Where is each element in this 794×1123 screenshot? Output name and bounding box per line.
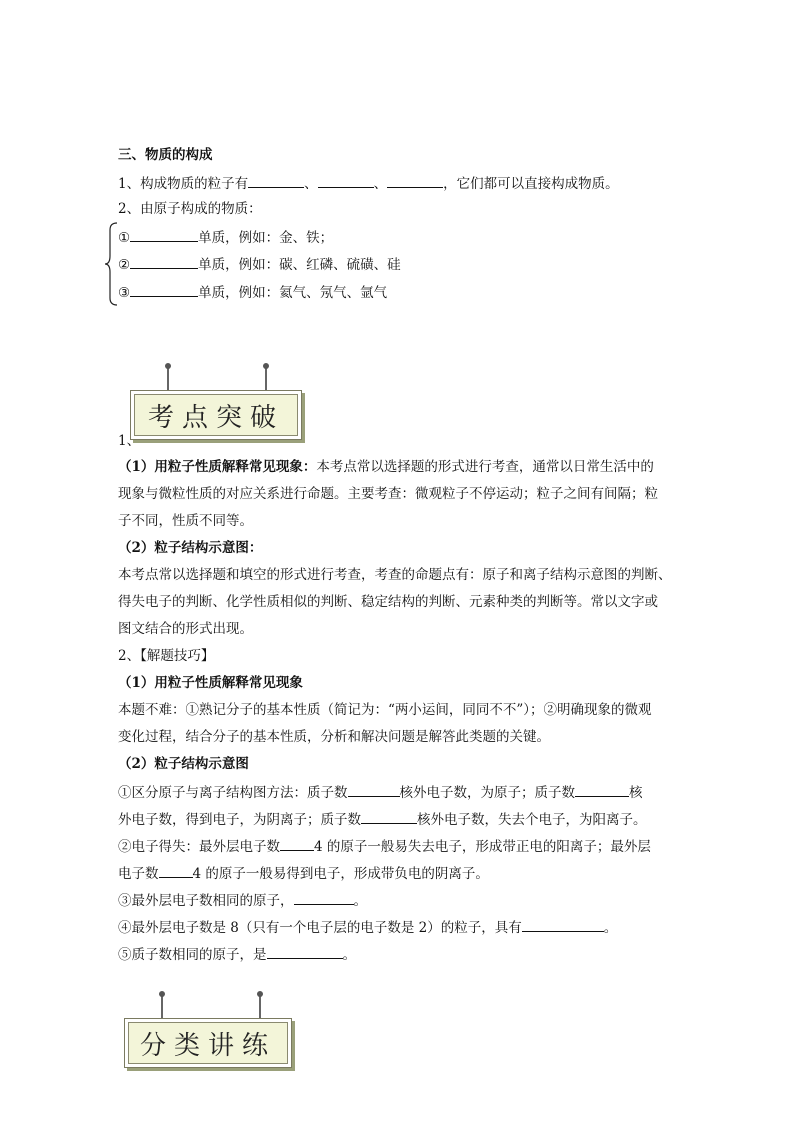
- answer-blank[interactable]: [130, 254, 198, 269]
- kaodian-p2-line3: 图文结合的形式出现。: [118, 621, 253, 637]
- rule-2: [118, 836, 651, 856]
- paragraph-heading: （1）用粒子性质解释常见现象：: [118, 459, 317, 475]
- item-text: 单质，例如：碳、红磷、硫磺、硅: [198, 257, 401, 273]
- rule-text: 核外电子数，为原子；质子数: [399, 785, 575, 801]
- answer-blank[interactable]: [130, 282, 198, 297]
- item-number: ②: [118, 257, 131, 273]
- kaodian-p1-line3: 子不同，性质不同等。: [118, 513, 253, 529]
- kaodian-p2-line1: 本考点常以选择题和填空的形式进行考查，考查的命题点有：原子和离子结构示意图的判断、: [118, 567, 672, 583]
- jieti-s1-heading: （1）用粒子性质解释常见现象: [118, 675, 303, 691]
- answer-blank[interactable]: [361, 809, 417, 824]
- item-number: ③: [118, 285, 131, 301]
- rule-text: 。: [353, 893, 367, 909]
- rule-1-cont: [118, 809, 647, 829]
- jieti-s2-heading: （2）粒子结构示意图: [118, 756, 249, 772]
- kaodian-number: 1、: [118, 433, 141, 449]
- rule-text: ②电子得失：最外层电子数: [118, 839, 280, 855]
- nail-icon: [257, 991, 263, 997]
- rule-text: 核外电子数，失去个电子，为阳离子。: [417, 812, 647, 828]
- rule-text: ④最外层电子数是 8（只有一个电子层的电子数是 2）的粒子，具有: [118, 920, 522, 936]
- kaodian-p1-line2: 现象与微粒性质的对应关系进行命题。主要考查：微观粒子不停运动；粒子之间有间隔；粒: [118, 486, 658, 502]
- rule-3: [118, 890, 367, 910]
- banner-label: 考点突破: [130, 390, 302, 440]
- curly-brace-icon: [104, 222, 118, 306]
- rule-text: 。: [342, 947, 356, 963]
- item-text: 单质，例如：氦气、氖气、氩气: [198, 285, 388, 301]
- list-item: [118, 282, 387, 302]
- kaodian-p1-line1: [118, 458, 654, 476]
- jieti-title: 2、【解题技巧】: [118, 648, 215, 664]
- paragraph-text: 本考点常以选择题的形式进行考查，通常以日常生活中的: [316, 459, 654, 475]
- question-2: 2、由原子构成的物质：: [118, 201, 262, 217]
- rule-text: ③最外层电子数相同的原子，: [118, 893, 294, 909]
- list-item: [118, 254, 401, 274]
- answer-blank[interactable]: [280, 836, 314, 851]
- rule-text: 外电子数，得到电子，为阴离子；质子数: [118, 812, 361, 828]
- kaodian-banner: [128, 362, 308, 446]
- question-1-text: 1、构成物质的粒子有: [118, 176, 249, 192]
- rule-text: 4 的原子一般易得到电子，形成带负电的阴离子。: [192, 866, 489, 882]
- jieti-s1-line2: 变化过程，结合分子的基本性质，分析和解决问题是解答此类题的关键。: [118, 729, 550, 745]
- question-1-suffix: ，它们都可以直接构成物质。: [443, 176, 619, 192]
- rule-text: ①区分原子与离子结构图方法：质子数: [118, 785, 348, 801]
- rule-2-cont: [118, 863, 489, 883]
- answer-blank[interactable]: [130, 227, 198, 242]
- nail-icon: [159, 991, 165, 997]
- kaodian-p2-heading: （2）粒子结构示意图：: [118, 540, 263, 556]
- answer-blank[interactable]: [575, 782, 629, 797]
- rule-text: ⑤质子数相同的原子，是: [118, 947, 267, 963]
- item-number: ①: [118, 230, 131, 246]
- separator: 、: [373, 176, 388, 192]
- fenlei-banner: [122, 990, 302, 1074]
- answer-blank[interactable]: [294, 890, 354, 905]
- list-item: [118, 227, 333, 247]
- jieti-s1-line1: 本题不难：①熟记分子的基本性质（简记为：“两小运间，同同不不”）；②明确现象的微观: [118, 702, 652, 718]
- item-text: 单质，例如：金、铁；: [198, 230, 334, 246]
- separator: 、: [304, 176, 318, 192]
- rule-4: [118, 917, 617, 937]
- question-1: [118, 173, 619, 193]
- section-title: 三、物质的构成: [118, 147, 213, 163]
- rule-text: 核: [629, 785, 643, 801]
- answer-blank[interactable]: [267, 944, 343, 959]
- banner-label: 分类讲练: [124, 1018, 292, 1068]
- answer-blank[interactable]: [522, 917, 604, 932]
- nail-icon: [263, 363, 269, 369]
- rule-5: [118, 944, 356, 964]
- answer-blank[interactable]: [159, 863, 193, 878]
- rule-text: 。: [603, 920, 618, 936]
- rule-text: 电子数: [118, 866, 159, 882]
- answer-blank[interactable]: [348, 782, 400, 797]
- rule-text: 4 的原子一般易失去电子，形成带正电的阳离子；最外层: [314, 839, 651, 855]
- rule-1: [118, 782, 643, 802]
- kaodian-p2-line2: 得失电子的判断、化学性质相似的判断、稳定结构的判断、元素种类的判断等。常以文字或: [118, 594, 658, 610]
- nail-icon: [165, 363, 171, 369]
- answer-blank[interactable]: [387, 173, 443, 188]
- answer-blank[interactable]: [248, 173, 304, 188]
- answer-blank[interactable]: [318, 173, 374, 188]
